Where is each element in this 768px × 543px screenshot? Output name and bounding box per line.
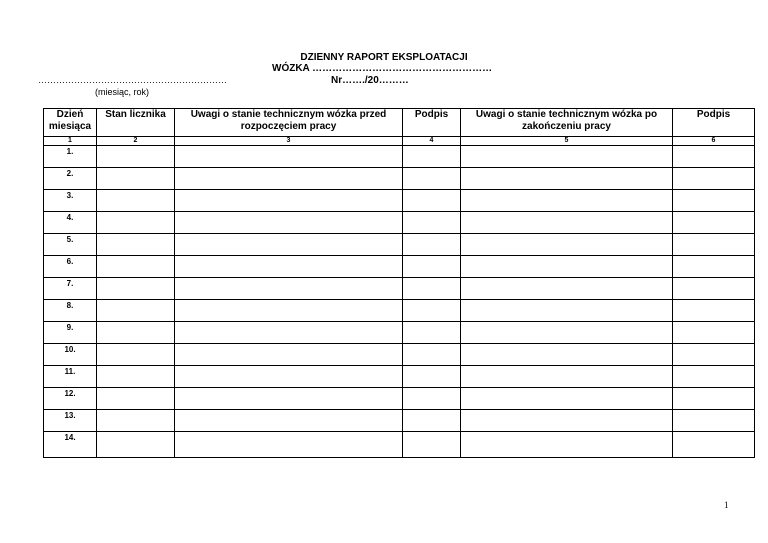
entry-cell[interactable] bbox=[461, 146, 673, 168]
entry-cell[interactable] bbox=[461, 300, 673, 322]
entry-cell[interactable] bbox=[403, 300, 461, 322]
entry-cell[interactable] bbox=[403, 212, 461, 234]
entry-cell[interactable] bbox=[403, 190, 461, 212]
month-year-label: (miesiąc, rok) bbox=[95, 87, 150, 97]
entry-cell[interactable] bbox=[97, 344, 175, 366]
entry-cell[interactable] bbox=[175, 388, 403, 410]
report-title: DZIENNY RAPORT EKSPLOATACJI bbox=[300, 52, 468, 63]
table-row bbox=[44, 410, 755, 432]
report-number-line: Nr……./20……… bbox=[331, 75, 409, 86]
column-number-row bbox=[44, 137, 755, 146]
table-row bbox=[44, 212, 755, 234]
entry-cell[interactable] bbox=[673, 410, 755, 432]
entry-cell[interactable] bbox=[673, 366, 755, 388]
table-row bbox=[44, 234, 755, 256]
day-number-cell: 5. bbox=[44, 234, 97, 256]
day-number-cell: 6. bbox=[44, 256, 97, 278]
entry-cell[interactable] bbox=[97, 322, 175, 344]
entry-cell[interactable] bbox=[461, 212, 673, 234]
table-row bbox=[44, 388, 755, 410]
entry-cell[interactable] bbox=[673, 168, 755, 190]
entry-cell[interactable] bbox=[673, 278, 755, 300]
entry-cell[interactable] bbox=[673, 190, 755, 212]
day-number-cell: 8. bbox=[44, 300, 97, 322]
entry-cell[interactable] bbox=[461, 410, 673, 432]
entry-cell[interactable] bbox=[175, 256, 403, 278]
entry-cell[interactable] bbox=[175, 146, 403, 168]
entry-cell[interactable] bbox=[673, 212, 755, 234]
day-number-cell: 4. bbox=[44, 212, 97, 234]
report-table bbox=[43, 108, 755, 458]
entry-cell[interactable] bbox=[175, 278, 403, 300]
entry-cell[interactable] bbox=[175, 168, 403, 190]
day-number-cell: 14. bbox=[44, 432, 97, 458]
entry-cell[interactable] bbox=[97, 366, 175, 388]
entry-cell[interactable] bbox=[461, 432, 673, 458]
entry-cell[interactable] bbox=[97, 278, 175, 300]
entry-cell[interactable] bbox=[175, 432, 403, 458]
entry-cell[interactable] bbox=[673, 300, 755, 322]
entry-cell[interactable] bbox=[175, 190, 403, 212]
day-number-cell: 9. bbox=[44, 322, 97, 344]
day-number-cell: 12. bbox=[44, 388, 97, 410]
day-number-cell: 13. bbox=[44, 410, 97, 432]
entry-cell[interactable] bbox=[97, 146, 175, 168]
entry-cell[interactable] bbox=[175, 212, 403, 234]
entry-cell[interactable] bbox=[97, 388, 175, 410]
col-number: 2 bbox=[97, 137, 175, 146]
day-number-cell: 7. bbox=[44, 278, 97, 300]
table-row bbox=[44, 366, 755, 388]
entry-cell[interactable] bbox=[461, 190, 673, 212]
entry-cell[interactable] bbox=[97, 432, 175, 458]
entry-cell[interactable] bbox=[175, 344, 403, 366]
day-number-cell: 11. bbox=[44, 366, 97, 388]
entry-cell[interactable] bbox=[461, 278, 673, 300]
table-row bbox=[44, 146, 755, 168]
entry-cell[interactable] bbox=[175, 234, 403, 256]
table-row bbox=[44, 278, 755, 300]
entry-cell[interactable] bbox=[403, 432, 461, 458]
entry-cell[interactable] bbox=[673, 322, 755, 344]
entry-cell[interactable] bbox=[461, 168, 673, 190]
table-row bbox=[44, 168, 755, 190]
col-header-day: Dzień miesiąca bbox=[44, 109, 97, 137]
entry-cell[interactable] bbox=[673, 256, 755, 278]
entry-cell[interactable] bbox=[403, 168, 461, 190]
entry-cell[interactable] bbox=[461, 234, 673, 256]
entry-cell[interactable] bbox=[175, 410, 403, 432]
entry-cell[interactable] bbox=[175, 366, 403, 388]
day-number-cell: 1. bbox=[44, 146, 97, 168]
day-number-cell: 3. bbox=[44, 190, 97, 212]
entry-cell[interactable] bbox=[97, 234, 175, 256]
col-header-counter: Stan licznika bbox=[97, 109, 175, 137]
col-header-notes-after: Uwagi o stanie technicznym wózka po zakończeniu pracy bbox=[461, 109, 673, 137]
table-row bbox=[44, 344, 755, 366]
entry-cell[interactable] bbox=[403, 388, 461, 410]
entry-cell[interactable] bbox=[175, 322, 403, 344]
entry-cell[interactable] bbox=[403, 366, 461, 388]
table-row bbox=[44, 300, 755, 322]
entry-cell[interactable] bbox=[673, 344, 755, 366]
col-header-notes-before: Uwagi o stanie technicznym wózka przed rozpoczęciem pracy bbox=[175, 109, 403, 137]
day-number-cell: 10. bbox=[44, 344, 97, 366]
col-header-signature-2: Podpis bbox=[673, 109, 755, 137]
col-number: 5 bbox=[461, 137, 673, 146]
day-number-cell: 2. bbox=[44, 168, 97, 190]
entry-cell[interactable] bbox=[97, 256, 175, 278]
entry-cell[interactable] bbox=[673, 234, 755, 256]
table-row bbox=[44, 256, 755, 278]
entry-cell[interactable] bbox=[403, 344, 461, 366]
entry-cell[interactable] bbox=[461, 388, 673, 410]
entry-cell[interactable] bbox=[97, 300, 175, 322]
col-number: 6 bbox=[673, 137, 755, 146]
entry-cell[interactable] bbox=[97, 212, 175, 234]
table-row bbox=[44, 190, 755, 212]
page-number: 1 bbox=[724, 500, 729, 510]
table-row bbox=[44, 432, 755, 458]
entry-cell[interactable] bbox=[403, 234, 461, 256]
table-header-row bbox=[44, 109, 755, 137]
entry-cell[interactable] bbox=[97, 410, 175, 432]
entry-cell[interactable] bbox=[673, 146, 755, 168]
entry-cell[interactable] bbox=[403, 256, 461, 278]
entry-cell[interactable] bbox=[403, 410, 461, 432]
entry-cell[interactable] bbox=[403, 278, 461, 300]
month-year-field: ……………………………………………………… bbox=[38, 75, 227, 85]
entry-cell[interactable] bbox=[461, 322, 673, 344]
entry-cell[interactable] bbox=[461, 256, 673, 278]
col-header-signature-1: Podpis bbox=[403, 109, 461, 137]
entry-cell[interactable] bbox=[97, 168, 175, 190]
entry-cell[interactable] bbox=[97, 190, 175, 212]
col-number: 1 bbox=[44, 137, 97, 146]
forklift-line: WÓZKA ……………………………………………… bbox=[272, 63, 493, 74]
entry-cell[interactable] bbox=[461, 344, 673, 366]
entry-cell[interactable] bbox=[673, 432, 755, 458]
entry-cell[interactable] bbox=[175, 300, 403, 322]
entry-cell[interactable] bbox=[673, 388, 755, 410]
col-number: 4 bbox=[403, 137, 461, 146]
entry-cell[interactable] bbox=[403, 146, 461, 168]
entry-cell[interactable] bbox=[461, 366, 673, 388]
col-number: 3 bbox=[175, 137, 403, 146]
entry-cell[interactable] bbox=[403, 322, 461, 344]
table-row bbox=[44, 322, 755, 344]
